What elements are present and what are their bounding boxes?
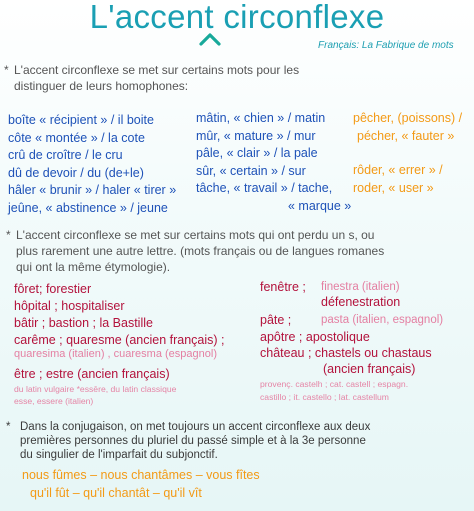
example-pate: pâte ;: [260, 313, 292, 327]
page-title: L'accent circonflexe: [89, 0, 385, 35]
homophone-item: « marque »: [288, 198, 352, 213]
source-credit: Français: La Fabrique de mots: [318, 40, 454, 51]
homophone-item: mâtin, « chien » / matin: [196, 111, 326, 125]
homophones-col3: [353, 110, 462, 197]
homophone-item: hâler « brunir » / haler « tirer »: [8, 183, 177, 197]
section1-intro: L'accent circonflexe se met sur certains mots pour les distinguer de leurs homophones:: [14, 63, 300, 93]
homophone-item: roder, « user »: [353, 180, 434, 195]
homophone-item: jeûne, « abstinence » / jeune: [8, 200, 168, 215]
example-chateau: château ; chastels ou chastaus: [260, 346, 432, 360]
example-foret: fôret; forestier: [14, 282, 92, 296]
conjugation-example-1: nous fûmes – nous chantâmes – vous fîtes: [22, 468, 260, 482]
homophone-item: rôder, « errer » /: [353, 163, 443, 177]
homophone-item: crû de croître / le cru: [8, 148, 123, 162]
homophone-item: pâle, « clair » / la pale: [196, 146, 318, 160]
example-fenetre: fenêtre ;: [260, 280, 306, 294]
example-pate-etym: pasta (italien, espagnol): [321, 314, 444, 326]
example-chateau-etym: provenç. castelh ; cat. castell ; espagn.: [260, 379, 409, 389]
homophone-item: dû de devoir / du (de+le): [8, 165, 144, 180]
example-chateau-ancien: (ancien français): [323, 362, 416, 376]
caret-up-icon: [198, 32, 222, 51]
example-etre: être ; estre (ancien français): [14, 367, 170, 381]
example-hopital: hôpital ; hospitaliser: [14, 299, 125, 313]
section3-intro: Dans la conjugaison, on met toujours un accent circonflexe aux deux premières personnes du pluriel du passé simple et à la 3e personne du singulier de l'imparfait du subjonctif.: [20, 421, 371, 461]
homophone-item: côte « montée » / la cote: [8, 130, 145, 145]
section2-intro: L'accent circonflexe se met sur certains mots qui ont perdu un s, ou plus rarement une autre lettre. (mots français ou de langues romanes qui ont la même étymologie).: [16, 228, 385, 274]
example-chateau-etym2: castillo ; it. castello ; lat. castellum: [260, 392, 389, 402]
example-etre-etym: du latin vulgaire *essēre, du latin classique: [14, 384, 177, 394]
example-batir: bâtir ; bastion ; la Bastille: [14, 316, 153, 330]
homophones-col1: [8, 112, 176, 217]
example-apotre: apôtre ; apostolique: [260, 330, 370, 344]
homophone-item: boîte « récipient » / il boite: [8, 113, 154, 127]
example-defenestration: défenestration: [321, 295, 401, 309]
bullet-star: *: [6, 228, 11, 242]
example-etre-etym2: esse, essere (italien): [14, 396, 94, 406]
bullet-star: *: [6, 421, 11, 433]
homophones-col2: [196, 110, 351, 215]
homophone-item: tâche, « travail » / tache,: [196, 181, 333, 195]
example-careme-etym: quaresima (italien) , cuaresma (espagnol): [14, 348, 217, 360]
homophone-item: sûr, « certain » / sur: [196, 163, 306, 178]
example-fenetre-etym: finestra (italien): [321, 281, 400, 293]
example-careme: carême ; quaresme (ancien français) ;: [14, 333, 225, 347]
conjugation-example-2: qu'il fût – qu'il chantât – qu'il vît: [30, 486, 202, 500]
homophone-item: pécher, « fauter »: [357, 128, 455, 143]
bullet-star: *: [4, 63, 9, 77]
homophone-item: pêcher, (poissons) /: [353, 111, 463, 125]
homophone-item: mûr, « mature » / mur: [196, 128, 316, 143]
